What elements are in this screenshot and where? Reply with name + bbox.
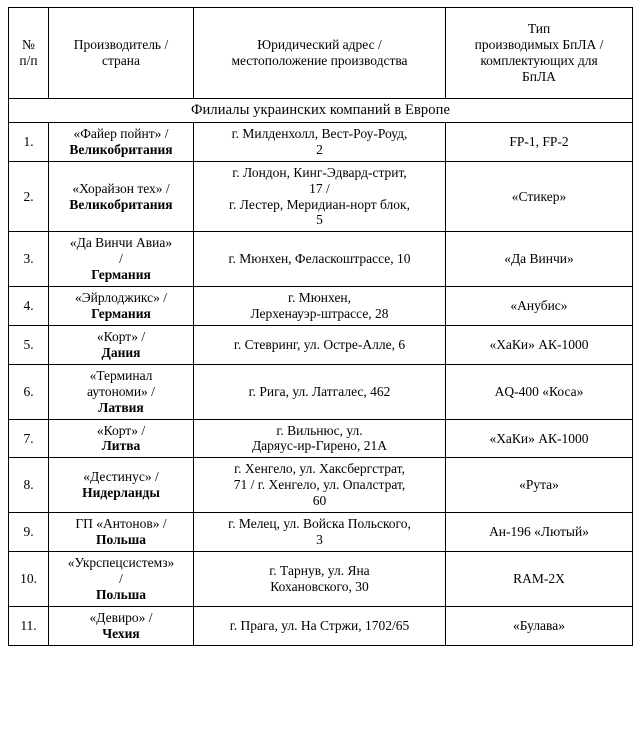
cell-uav-type: «Рута» (446, 458, 633, 513)
table-row (9, 232, 633, 287)
manufacturer-name-line: «Эйрлоджикс» / (74, 290, 168, 306)
column-header-number (9, 8, 49, 99)
column-header-address-line1: Юридический адрес / (257, 36, 382, 52)
cell-legal-address (194, 364, 446, 419)
column-header-uav-type-line3: комплектующих для (480, 53, 598, 68)
cell-manufacturer-country (49, 513, 194, 552)
cell-legal-address (194, 287, 446, 326)
address-line: 60 (312, 493, 327, 509)
cell-uav-type: RAM-2X (446, 552, 633, 607)
cell-legal-address (194, 232, 446, 287)
cell-uav-type: Ан-196 «Лютый» (446, 513, 633, 552)
country-name: Польша (96, 532, 146, 548)
column-header-uav-type-line4: БпЛА (522, 69, 556, 85)
address-line: г. Мюнхен, Феласкоштрассе, 10 (228, 251, 411, 267)
manufacturer-name-line: / (119, 251, 123, 267)
country-name: Латвия (98, 399, 144, 415)
manufacturer-name-line: аутономи» / (87, 383, 155, 399)
address-line: 3 (316, 532, 323, 548)
cell-manufacturer-country (49, 287, 194, 326)
row-number: 10. (9, 552, 49, 607)
cell-manufacturer-country (49, 325, 194, 364)
address-line: г. Стевринг, ул. Остре-Алле, 6 (233, 336, 406, 352)
cell-manufacturer-country (49, 552, 194, 607)
column-header-number-line1: № (22, 36, 35, 52)
cell-manufacturer-country (49, 606, 194, 645)
cell-legal-address (194, 419, 446, 458)
address-line: Кохановского, 30 (270, 578, 369, 594)
country-name: Великобритания (69, 141, 173, 157)
address-line: г. Рига, ул. Латгалес, 462 (248, 383, 391, 399)
address-line: г. Милденхолл, Вест-Роу-Роуд, (231, 125, 408, 141)
row-number: 6. (9, 364, 49, 419)
table-row (9, 552, 633, 607)
cell-manufacturer-country (49, 161, 194, 232)
cell-manufacturer-country (49, 232, 194, 287)
table-row (9, 458, 633, 513)
cell-manufacturer-country (49, 122, 194, 161)
column-header-address (194, 8, 446, 99)
row-number: 2. (9, 161, 49, 232)
table-row (9, 287, 633, 326)
table-row (9, 325, 633, 364)
cell-uav-type: «Булава» (446, 606, 633, 645)
cell-uav-type: «ХаКи» АК-1000 (446, 325, 633, 364)
table-row (9, 419, 633, 458)
manufacturer-name-line: «Девиро» / (89, 609, 153, 625)
manufacturer-name-line: «Терминал (89, 367, 153, 383)
address-line: 5 (316, 212, 323, 228)
column-header-number-line2: п/п (19, 53, 38, 68)
address-line: г. Вильнюс, ул. (276, 422, 363, 438)
address-line: г. Лестер, Меридиан-норт блок, (229, 196, 410, 212)
address-line: Даряус-ир-Гирено, 21А (251, 438, 388, 454)
row-number: 9. (9, 513, 49, 552)
address-line: Лерхенауэр-штрассе, 28 (250, 306, 389, 322)
table-row (9, 122, 633, 161)
column-header-manufacturer-line2: страна (101, 53, 140, 68)
address-line: г. Лондон, Кинг-Эдвард-стрит, (232, 164, 407, 180)
cell-legal-address (194, 606, 446, 645)
manufacturer-name-line: «Корт» / (96, 422, 146, 438)
table-row (9, 606, 633, 645)
cell-uav-type: «Стикер» (446, 161, 633, 232)
cell-manufacturer-country (49, 458, 194, 513)
manufacturer-name-line: ГП «Антонов» / (75, 516, 167, 532)
table-row (9, 513, 633, 552)
address-line: г. Прага, ул. На Стржи, 1702/65 (229, 617, 410, 633)
table-row (9, 161, 633, 232)
country-name: Германия (91, 267, 151, 283)
country-name: Дания (101, 344, 141, 360)
address-line: 17 / (309, 180, 330, 196)
row-number: 8. (9, 458, 49, 513)
cell-legal-address (194, 513, 446, 552)
column-header-uav-type (446, 8, 633, 99)
country-name: Чехия (102, 625, 140, 641)
row-number: 3. (9, 232, 49, 287)
cell-legal-address (194, 122, 446, 161)
country-name: Германия (91, 306, 151, 322)
manufacturers-table (8, 7, 633, 646)
table-row (9, 364, 633, 419)
address-line: 71 / г. Хенгело, ул. Опалстрат, (233, 477, 406, 493)
row-number: 11. (9, 606, 49, 645)
country-name: Польша (96, 586, 146, 602)
cell-uav-type: «ХаКи» АК-1000 (446, 419, 633, 458)
manufacturer-name-line: «Файер пойнт» / (73, 125, 169, 141)
table-header-row (9, 8, 633, 99)
country-name: Великобритания (69, 196, 173, 212)
country-name: Нидерланды (82, 485, 160, 501)
address-line: г. Мюнхен, (287, 290, 352, 306)
manufacturer-name-line: «Дестинус» / (83, 469, 159, 485)
section-banner-row (9, 99, 633, 123)
country-name: Литва (101, 438, 141, 454)
cell-uav-type: «Да Винчи» (446, 232, 633, 287)
cell-uav-type: AQ-400 «Коса» (446, 364, 633, 419)
column-header-uav-type-line1: Тип (527, 20, 551, 36)
cell-manufacturer-country (49, 364, 194, 419)
row-number: 1. (9, 122, 49, 161)
address-line: 2 (316, 141, 323, 157)
column-header-manufacturer (49, 8, 194, 99)
row-number: 4. (9, 287, 49, 326)
row-number: 5. (9, 325, 49, 364)
section-banner: Филиалы украинских компаний в Европе (9, 99, 633, 123)
manufacturer-name-line: «Да Винчи Авиа» (69, 235, 173, 251)
cell-legal-address (194, 325, 446, 364)
row-number: 7. (9, 419, 49, 458)
column-header-manufacturer-line1: Производитель / (73, 36, 169, 52)
column-header-address-line2: местоположение производства (231, 53, 408, 68)
table-body (9, 99, 633, 646)
manufacturer-name-line: «Укрспецсистемз» (67, 555, 175, 571)
cell-legal-address (194, 552, 446, 607)
manufacturer-name-line: «Хорайзон тех» / (72, 180, 170, 196)
cell-uav-type: FP-1, FP-2 (446, 122, 633, 161)
cell-uav-type: «Анубис» (446, 287, 633, 326)
address-line: г. Тарнув, ул. Яна (269, 562, 370, 578)
address-line: г. Хенгело, ул. Хаксбергстрат, (234, 461, 405, 477)
address-line: г. Мелец, ул. Войска Польского, (228, 516, 411, 532)
manufacturer-name-line: «Корт» / (96, 328, 146, 344)
cell-legal-address (194, 458, 446, 513)
cell-manufacturer-country (49, 419, 194, 458)
table-header (9, 8, 633, 99)
manufacturer-name-line: / (119, 570, 123, 586)
cell-legal-address (194, 161, 446, 232)
column-header-uav-type-line2: производимых БпЛА / (474, 36, 604, 52)
